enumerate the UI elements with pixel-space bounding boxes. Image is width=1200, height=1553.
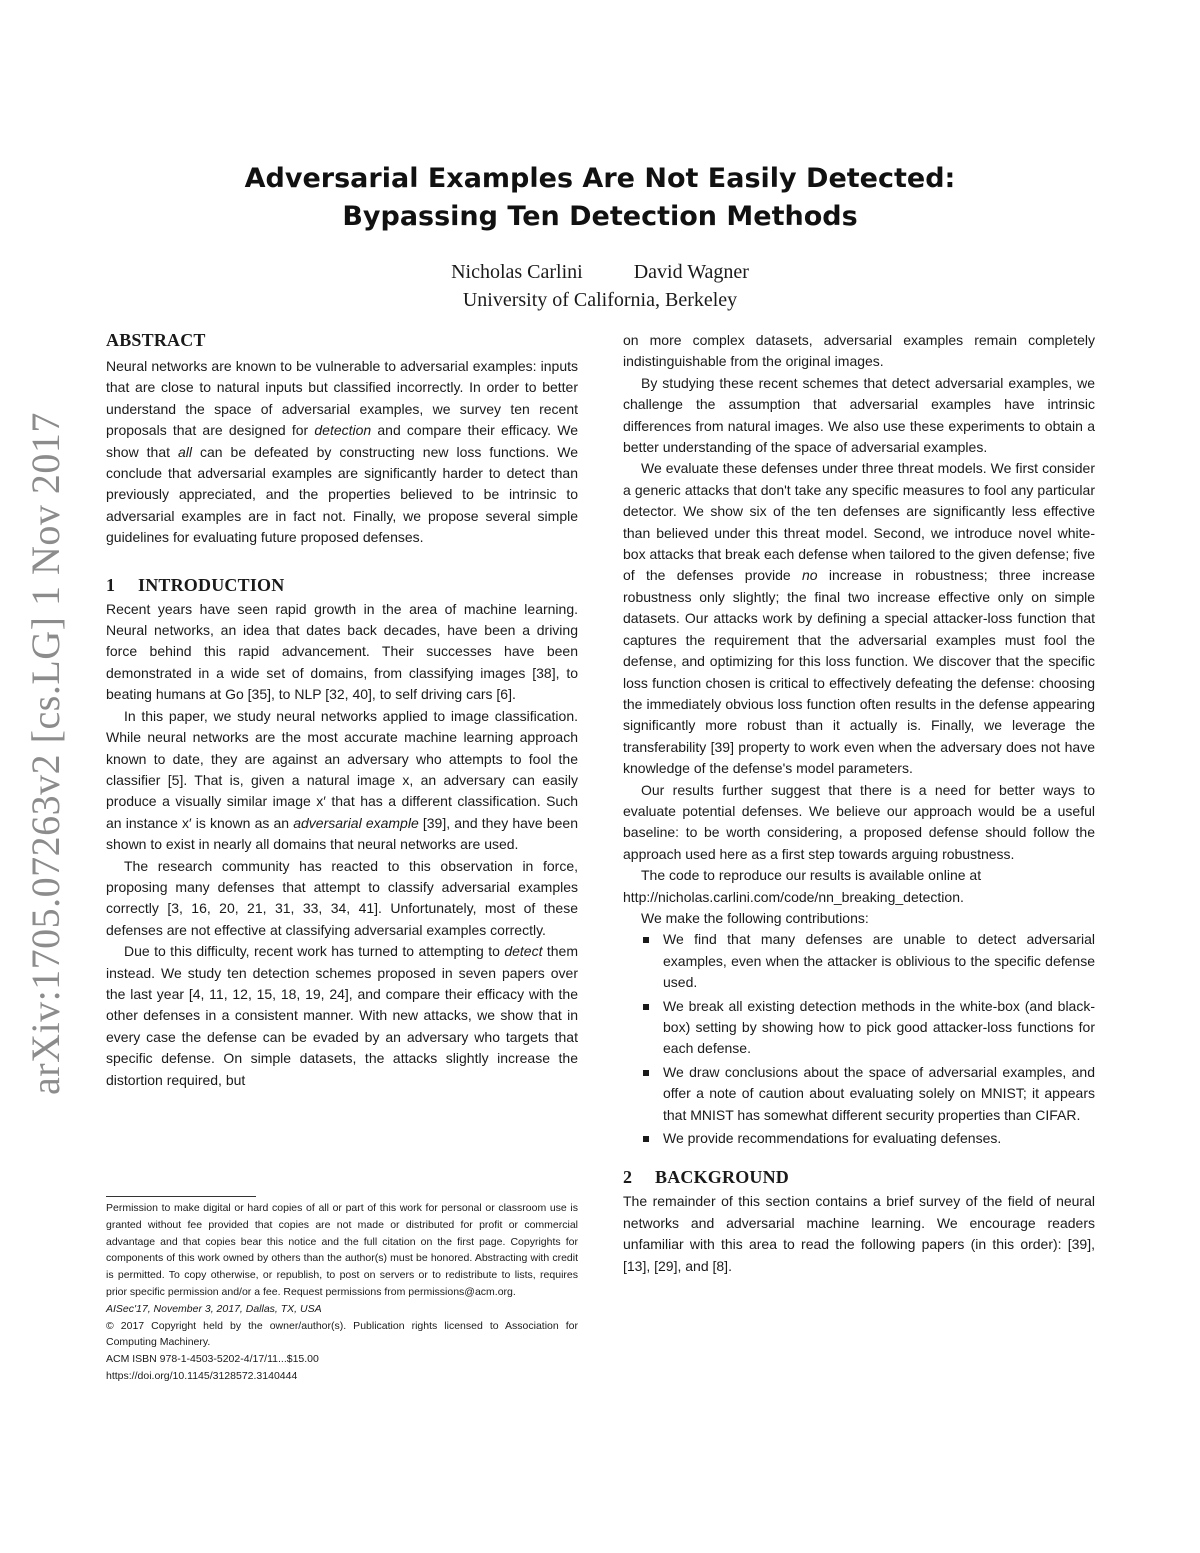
abstract-text: Neural networks are known to be vulnerable to adversarial examples: inputs that are close to natural inputs but classified incorrectly. In order to better understand the space of adversarial examples, we survey ten recent proposals that are designed for detection and compare their efficacy. We show that all can be defeated by constructing new loss functions. We conclude that adversarial examples are significantly harder to detect than previously appreciated, and the properties believed to be intrinsic to adversarial examples are in fact not. Finally, we propose several simple guidelines for evaluating future proposed defenses.: [106, 358, 578, 546]
emphasis: detect: [504, 943, 543, 960]
intro-paragraph: The research community has reacted to this observation in force, proposing many defenses that attempt to classify adversarial examples correctly [3, 16, 20, 21, 31, 33, 34, 41]. Unfortunately, most of these defenses are not effective at classifying adversarial examples correctly.: [106, 857, 578, 938]
intro-paragraph: Our results further suggest that there is a need for better ways to evaluate potential defenses. We believe our approach would be a useful baseline: to be worth considering, a proposed defense should follow the approach used here as a first step towards arguing robustness.: [623, 781, 1095, 862]
conference-venue: AISec'17, November 3, 2017, Dallas, TX, USA: [106, 1302, 322, 1315]
intro-paragraph: By studying these recent schemes that detect adversarial examples, we challenge the assumption that adversarial examples have intrinsic differences from natural images. We also use these experiments to obtain a better understanding of the space of adversarial examples.: [623, 374, 1095, 456]
arxiv-identifier-stamp: arXiv:1705.07263v2 [cs.LG] 1 Nov 2017: [23, 412, 68, 1095]
code-url-link[interactable]: http://nicholas.carlini.com/code/nn_breaking_detection.: [623, 888, 964, 905]
author-block: [0, 258, 1200, 314]
section-heading-background: [623, 1163, 1095, 1191]
section-title: BACKGROUND: [655, 1167, 790, 1188]
emphasis: all: [178, 443, 193, 460]
doi-link[interactable]: https://doi.org/10.1145/3128572.3140444: [106, 1369, 298, 1382]
emphasis: detection: [314, 422, 372, 439]
author-name: David Wagner: [633, 261, 749, 283]
section-heading-introduction: [106, 571, 578, 599]
list-item: We draw conclusions about the space of adversarial examples, and offer a note of caution about evaluating solely on MNIST; it appears that MNIST has somewhat different security properties than CIFAR.: [663, 1062, 1095, 1126]
background-paragraph: The remainder of this section contains a brief survey of the field of neural networks and adversarial machine learning. We encourage readers unfamiliar with this area to read the following papers (in this order): [39], [13], [29], and [8].: [623, 1193, 1095, 1274]
section-number: 2: [623, 1167, 633, 1188]
acm-footnote: [106, 1200, 578, 1385]
section-title: INTRODUCTION: [138, 574, 285, 595]
footnote-divider: [106, 1196, 256, 1197]
contributions-list: [623, 929, 1095, 1149]
emphasis: no: [802, 567, 818, 584]
contributions-intro: We make the following contributions:: [641, 909, 869, 926]
copyright-notice: © 2017 Copyright held by the owner/author(s). Publication rights licensed to Association for Computing Machinery.: [106, 1319, 578, 1349]
list-item: We break all existing detection methods in the white-box (and black-box) setting by showing how to pick good attacker-loss functions for each defense.: [663, 996, 1095, 1060]
abstract-heading: ABSTRACT: [106, 330, 206, 350]
left-column: [106, 326, 578, 1091]
author-name: Nicholas Carlini: [451, 261, 583, 283]
emphasis: adversarial example: [293, 814, 419, 831]
section-number: 1: [106, 574, 116, 595]
title-line-2: Bypassing Ten Detection Methods: [342, 201, 858, 232]
intro-paragraph: The code to reproduce our results is available online at: [641, 867, 982, 884]
isbn: ACM ISBN 978-1-4503-5202-4/17/11...$15.00: [106, 1353, 319, 1366]
permission-notice: Permission to make digital or hard copies of all or part of this work for personal or classroom use is granted without fee provided that copies are not made or distributed for profit or commercial advantage and that copies bear this notice and the full citation on the first page. Copyrights for components of this work owned by others than the author(s) must be honored. Abstracting with credit is permitted. To copy otherwise, or republish, to post on servers or to redistribute to lists, requires prior specific permission and/or a fee. Request permissions from permissions@acm.org.: [106, 1202, 578, 1298]
intro-paragraph: In this paper, we study neural networks applied to image classification. While neural networks are the most accurate machine learning approach known to date, they are against an adversary who attempts to fool the classifier [5]. That is, given a natural image x, an adversary can easily produce a visually similar image x′ that has a different classification. Such an instance x′ is known as an adversarial example [39], and they have been shown to exist in nearly all domains that neural networks are used.: [106, 707, 578, 853]
author-affiliation: University of California, Berkeley: [462, 289, 738, 311]
intro-paragraph: We evaluate these defenses under three threat models. We first consider a generic attacks that don't take any specific measures to fool any particular detector. We show six of the ten defenses are significantly less effective than believed under this threat model. Second, we introduce novel white-box attacks that break each defense when tailored to the given defense; five of the defenses provide no increase in robustness; three increase robustness only slightly; the final two increase effective only on simple datasets. Our attacks work by defining a special attacker-loss function that captures the requirement that the adversarial examples must fool the defense, and optimizing for this loss function. We discover that the specific loss function chosen is critical to effectively defeating the defense: choosing the immediately obvious loss function often results in the defense appearing significantly more robust than it actually is. Finally, we leverage the transferability [39] property to work even when the adversary does not have knowledge of the defense's model parameters.: [623, 460, 1095, 777]
paper-title: [0, 160, 1200, 236]
list-item: We provide recommendations for evaluating defenses.: [663, 1128, 1095, 1149]
intro-paragraph: Recent years have seen rapid growth in the area of machine learning. Neural networks, an idea that dates back decades, have been a driving force behind this rapid advancement. Their successes have been demonstrated in a wide set of domains, from classifying images [38], to beating humans at Go [35], to NLP [32, 40], to self driving cars [6].: [106, 600, 578, 703]
title-line-1: Adversarial Examples Are Not Easily Detected:: [244, 163, 956, 194]
list-item: We find that many defenses are unable to detect adversarial examples, even when the attacker is oblivious to the specific defense used.: [663, 929, 1095, 993]
intro-paragraph: Due to this difficulty, recent work has turned to attempting to detect them instead. We study ten detection schemes proposed in seven papers over the last year [4, 11, 12, 15, 18, 19, 24], and compare their efficacy with the other defenses in a consistent manner. With new attacks, we show that in every case the defense can be evaded by an adversary who targets that specific defense. On simple datasets, the attacks slightly increase the distortion required, but: [106, 943, 579, 1088]
intro-paragraph: on more complex datasets, adversarial examples remain completely indistinguishable from the original images.: [623, 332, 1095, 370]
right-column: [623, 330, 1095, 1277]
